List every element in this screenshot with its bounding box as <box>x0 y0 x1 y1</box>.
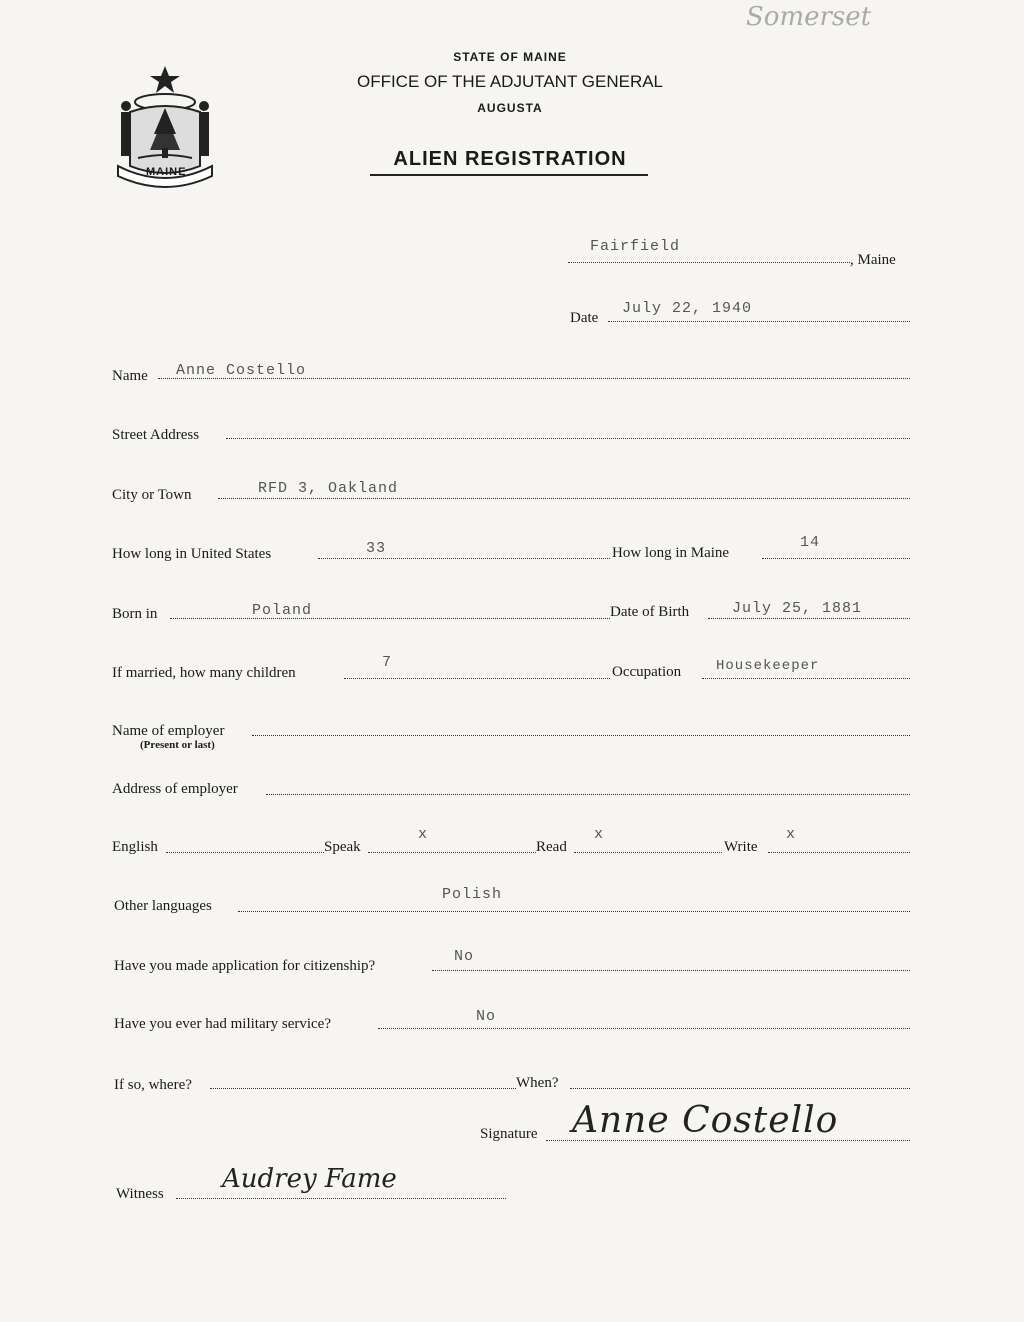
witness-signature-value: Audrey Fame <box>222 1164 397 1194</box>
military-line <box>378 1028 910 1029</box>
speak-label: Speak <box>324 839 361 855</box>
occupation-label: Occupation <box>612 664 682 680</box>
dob-line <box>708 618 910 619</box>
signature-value: Anne Costello <box>572 1100 839 1141</box>
date-value: July 22, 1940 <box>622 300 753 317</box>
occupation-line <box>702 678 910 679</box>
header-city: AUGUSTA <box>477 101 543 115</box>
english-line <box>166 852 324 853</box>
read-line <box>574 852 722 853</box>
date-label: Date <box>570 310 599 326</box>
title-underline <box>370 174 648 176</box>
other-languages-line <box>238 911 910 912</box>
corner-note: Somerset <box>746 2 872 32</box>
employer-address-line <box>266 794 910 795</box>
children-label: If married, how many children <box>112 665 296 681</box>
name-value: Anne Costello <box>176 362 307 379</box>
how-long-maine-value: 14 <box>800 534 821 551</box>
citizenship-line <box>432 970 910 971</box>
citizenship-label: Have you made application for citizenship? <box>114 958 376 974</box>
state-seal-logo <box>112 62 218 195</box>
military-value: No <box>476 1008 497 1025</box>
place-line <box>568 262 850 263</box>
born-in-label: Born in <box>112 606 158 622</box>
occupation-value: Housekeeper <box>716 658 820 674</box>
speak-value: x <box>418 826 429 843</box>
write-value: x <box>786 826 797 843</box>
other-languages-value: Polish <box>442 886 503 903</box>
read-value: x <box>594 826 605 843</box>
write-label: Write <box>724 839 758 855</box>
dob-label: Date of Birth <box>610 604 690 620</box>
how-long-maine-label: How long in Maine <box>612 545 730 561</box>
street-line <box>226 438 910 439</box>
how-long-us-label: How long in United States <box>112 546 272 562</box>
header-office: OFFICE OF THE ADJUTANT GENERAL <box>356 72 664 91</box>
read-label: Read <box>536 839 567 855</box>
how-long-us-line <box>318 558 610 559</box>
page-title: ALIEN REGISTRATION <box>393 148 627 170</box>
seal-banner-text: MAINE <box>146 166 187 178</box>
dob-value: July 25, 1881 <box>732 600 863 617</box>
how-long-us-value: 33 <box>366 540 387 557</box>
where-label: If so, where? <box>114 1077 192 1093</box>
children-line <box>344 678 610 679</box>
speak-line <box>368 852 536 853</box>
signature-label: Signature <box>480 1126 538 1142</box>
born-in-line <box>170 618 610 619</box>
write-line <box>768 852 910 853</box>
employer-label: Name of employer <box>112 723 225 739</box>
witness-label: Witness <box>116 1186 164 1202</box>
place-state-label: , Maine <box>850 252 896 268</box>
name-label: Name <box>112 368 148 384</box>
witness-line <box>176 1198 506 1199</box>
header-state: STATE OF MAINE <box>453 50 567 64</box>
how-long-maine-line <box>762 558 910 559</box>
english-label: English <box>112 839 158 855</box>
place-town-value: Fairfield <box>590 238 681 255</box>
employer-address-label: Address of employer <box>112 781 238 797</box>
military-label: Have you ever had military service? <box>114 1016 331 1032</box>
when-label: When? <box>516 1075 559 1091</box>
employer-sublabel: (Present or last) <box>140 739 215 751</box>
when-line <box>570 1088 910 1089</box>
city-value: RFD 3, Oakland <box>258 480 399 497</box>
children-value: 7 <box>382 654 393 671</box>
citizenship-value: No <box>454 948 475 965</box>
where-line <box>210 1088 516 1089</box>
other-languages-label: Other languages <box>114 898 212 914</box>
employer-line <box>252 735 910 736</box>
born-in-value: Poland <box>252 602 313 619</box>
city-line <box>218 498 910 499</box>
date-line <box>608 321 910 322</box>
city-label: City or Town <box>112 487 192 503</box>
street-label: Street Address <box>112 427 200 443</box>
